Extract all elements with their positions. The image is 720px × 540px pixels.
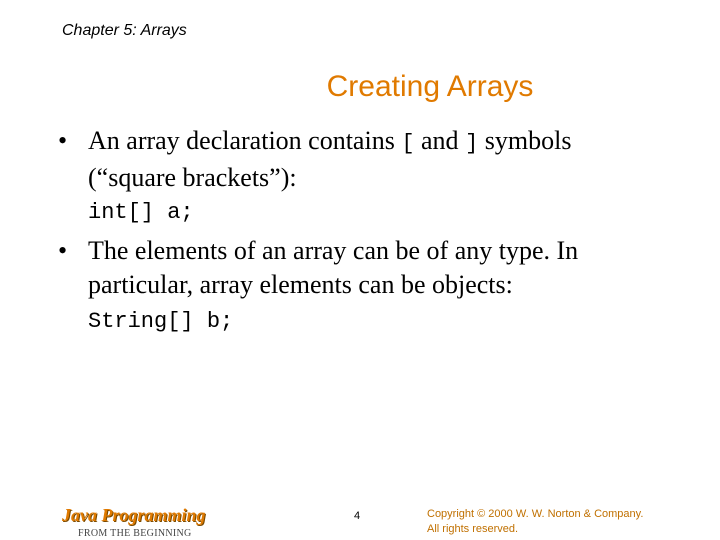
copyright-line1: Copyright © 2000 W. W. Norton & Company. [427, 508, 644, 520]
code-sample-2: String[] b; [88, 309, 234, 334]
bullet-marker: • [58, 126, 68, 155]
copyright [427, 507, 643, 537]
code-sample-1: int[] a; [88, 200, 194, 225]
bullet-marker: • [58, 236, 68, 265]
bullet-2-line1: The elements of an array can be of any type. In [88, 236, 579, 265]
chapter-label: Chapter 5: Arrays [62, 22, 187, 39]
bullet-1-line1-b: and [414, 126, 466, 155]
bullet-2-line2: particular, array elements can be objects: [88, 270, 513, 299]
bracket-open: [ [401, 131, 415, 156]
slide-title [0, 70, 720, 104]
page-number: 4 [354, 510, 361, 522]
footer-brand: Java Programming [62, 505, 206, 525]
bullet-1 [58, 124, 648, 195]
bullet-1-line2: (“square brackets”): [88, 163, 297, 192]
bullet-1-line1-a: An array declaration contains [88, 126, 402, 155]
copyright-line2: All rights reserved. [427, 523, 519, 535]
slide-title-text: Creating Arrays [326, 70, 534, 103]
bullet-2-text [58, 234, 648, 302]
bullet-1-text [58, 124, 648, 195]
bullet-2 [58, 234, 648, 302]
bullet-1-line1-c: symbols [478, 126, 572, 155]
bracket-close: ] [465, 131, 479, 156]
footer-tagline: FROM THE BEGINNING [78, 528, 192, 539]
